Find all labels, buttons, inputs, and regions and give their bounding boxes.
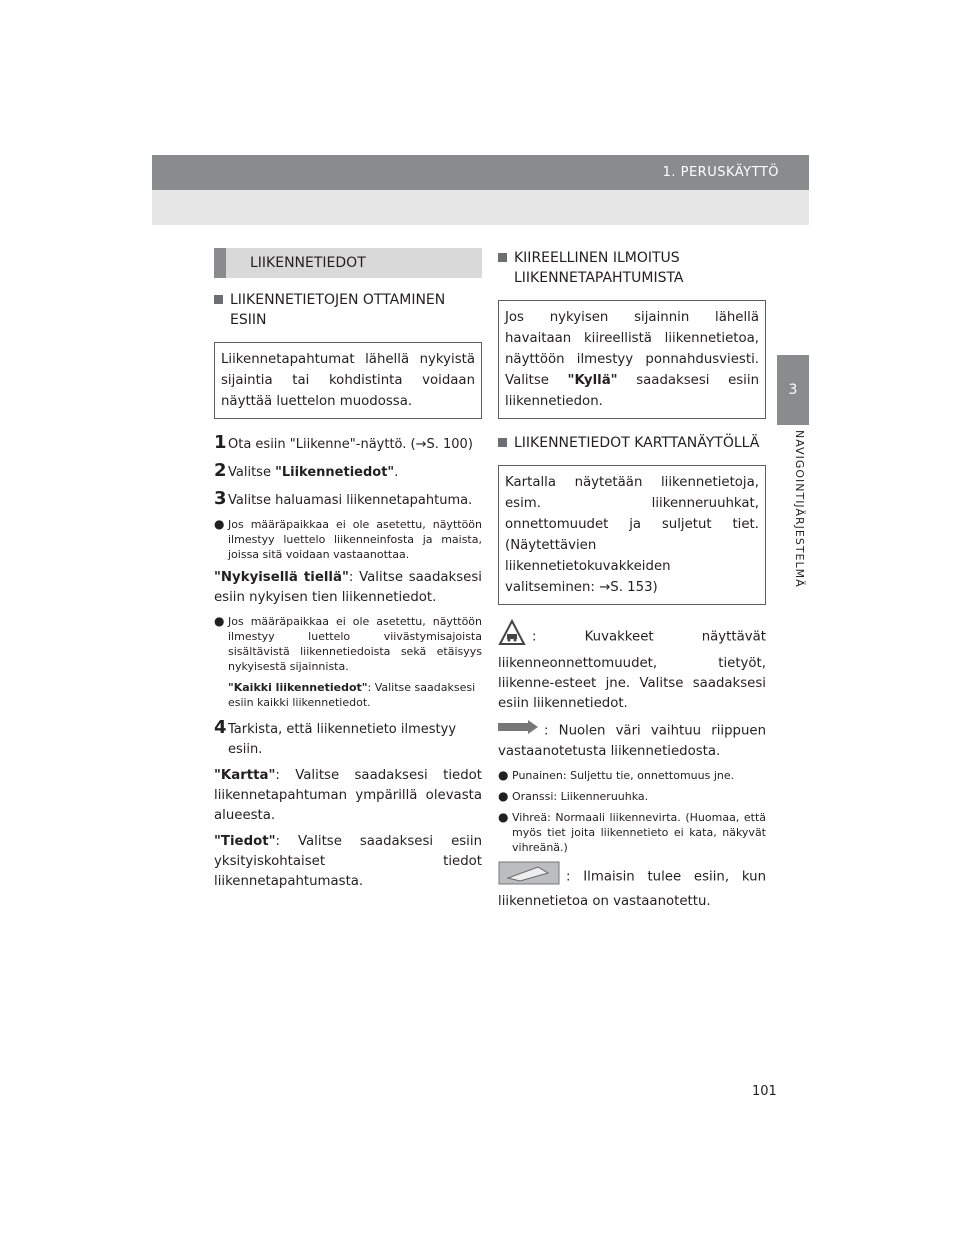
option-kartta: "Kartta": Valitse saadaksesi tiedot liikennetapahtuman ympärillä olevasta alueesta.	[214, 768, 482, 823]
step-number: 2	[214, 460, 227, 481]
subheading	[214, 290, 482, 330]
option-nykyisella: "Nykyisellä tiellä": Valitse saadaksesi esiin nykyisen tien liikennetiedot.	[214, 570, 482, 605]
chapter-tab-label: NAVIGOINTIJÄRJESTELMÄ	[793, 430, 806, 588]
right-column	[498, 248, 766, 918]
subheading	[498, 248, 766, 288]
step-text: Ota esiin "Liikenne"-näyttö. (→S. 100)	[228, 437, 473, 452]
subheading-text: LIIKENNETIETOJEN OTTAMINEN ESIIN	[230, 292, 446, 328]
traffic-indicator-icon-description: : Ilmaisin tulee esiin, kun liikennetietoa on vastaanotettu.	[498, 861, 766, 912]
step-text: Valitse haluamasi liikennetapahtuma.	[228, 493, 473, 508]
header-strip	[152, 190, 809, 225]
left-column	[214, 248, 482, 898]
color-red: ● Punainen: Suljettu tie, onnettomuus jne.	[498, 767, 735, 782]
step-number: 3	[214, 488, 227, 509]
color-orange: ● Oranssi: Liikenneruuhka.	[498, 788, 649, 803]
chapter-title: 1. PERUSKÄYTTÖ	[662, 165, 779, 180]
step-1	[214, 433, 482, 455]
subheading-text: KIIREELLINEN ILMOITUS LIIKENNETAPAHTUMISTA	[514, 250, 684, 286]
header-bar	[152, 155, 809, 190]
subheading-text: LIIKENNETIEDOT KARTTANÄYTÖLLÄ	[514, 435, 760, 451]
step-2	[214, 461, 482, 483]
option-kaikki: "Kaikki liikennetiedot": Valitse saadaksesi esiin kaikki liikennetiedot.	[228, 681, 476, 709]
bullet-note: ● Jos määräpaikkaa ei ole asetettu, näyttöön ilmestyy luettelo liikenneinfosta ja maista, joissa sitä voidaan vastaanottaa.	[214, 517, 482, 561]
traffic-arrow-icon	[498, 720, 538, 741]
bullet-note: ● Jos määräpaikkaa ei ole asetettu, näyttöön ilmestyy luettelo viivästymisajoista sisältävistä liikennetiedoista sekä etäisyys nykyisestä sijainnista.	[214, 614, 482, 673]
option-tiedot: "Tiedot": Valitse saadaksesi esiin yksityiskohtaiset tiedot liikennetapahtumasta.	[214, 834, 482, 889]
step-number: 1	[214, 432, 227, 453]
bullet-dot-icon: ●	[214, 614, 225, 628]
square-bullet-icon	[498, 248, 510, 288]
section-title: LIIKENNETIEDOT	[250, 255, 366, 271]
bullet-dot-icon: ●	[498, 809, 509, 824]
square-bullet-icon	[214, 290, 226, 330]
page-number: 101	[752, 1084, 777, 1099]
traffic-event-icon-description: : Kuvakkeet näyttävät liikenneonnettomuudet, tietyöt, liikenne-esteet jne. Valitse saadaksesi esiin liikennetiedot.	[498, 619, 766, 714]
step-3	[214, 489, 482, 511]
bullet-dot-icon: ●	[498, 767, 509, 782]
section-title-bar	[214, 248, 482, 278]
color-green: ● Vihreä: Normaali liikennevirta. (Huomaa, että myös tiet joita liikennetieto ei kata, näkyvät vihreänä.)	[498, 809, 766, 854]
square-bullet-icon	[498, 433, 510, 453]
traffic-indicator-icon	[498, 861, 560, 892]
subheading	[498, 433, 766, 453]
chapter-tab: 3	[777, 355, 809, 425]
traffic-event-icon	[498, 619, 526, 654]
bullet-dot-icon: ●	[214, 517, 225, 531]
step-number: 4	[214, 717, 227, 738]
info-box: Kartalla näytetään liikennetietoja, esim. liikenneruuhkat, onnettomuudet ja suljetut tiet. (Näytettävien liikennetietokuvakkeiden valitseminen: →S. 153)	[498, 465, 766, 605]
section-marker	[214, 248, 226, 278]
step-text: Valitse "Liikennetiedot".	[228, 465, 399, 480]
traffic-arrow-icon-description: : Nuolen väri vaihtuu riippuen vastaanotetusta liikennetiedosta.	[498, 720, 766, 762]
step-text: Tarkista, että liikennetieto ilmestyy esiin.	[228, 722, 457, 757]
bullet-dot-icon: ●	[498, 788, 509, 803]
info-box: Jos nykyisen sijainnin lähellä havaitaan kiireellistä liikennetietoa, näyttöön ilmestyy ponnahdusviesti. Valitse "Kyllä" saadaksesi esiin liikennetiedon.	[498, 300, 766, 419]
intro-box: Liikennetapahtumat lähellä nykyistä sijaintia tai kohdistinta voidaan näyttää luettelon muodossa.	[214, 342, 482, 419]
step-4	[214, 718, 482, 760]
